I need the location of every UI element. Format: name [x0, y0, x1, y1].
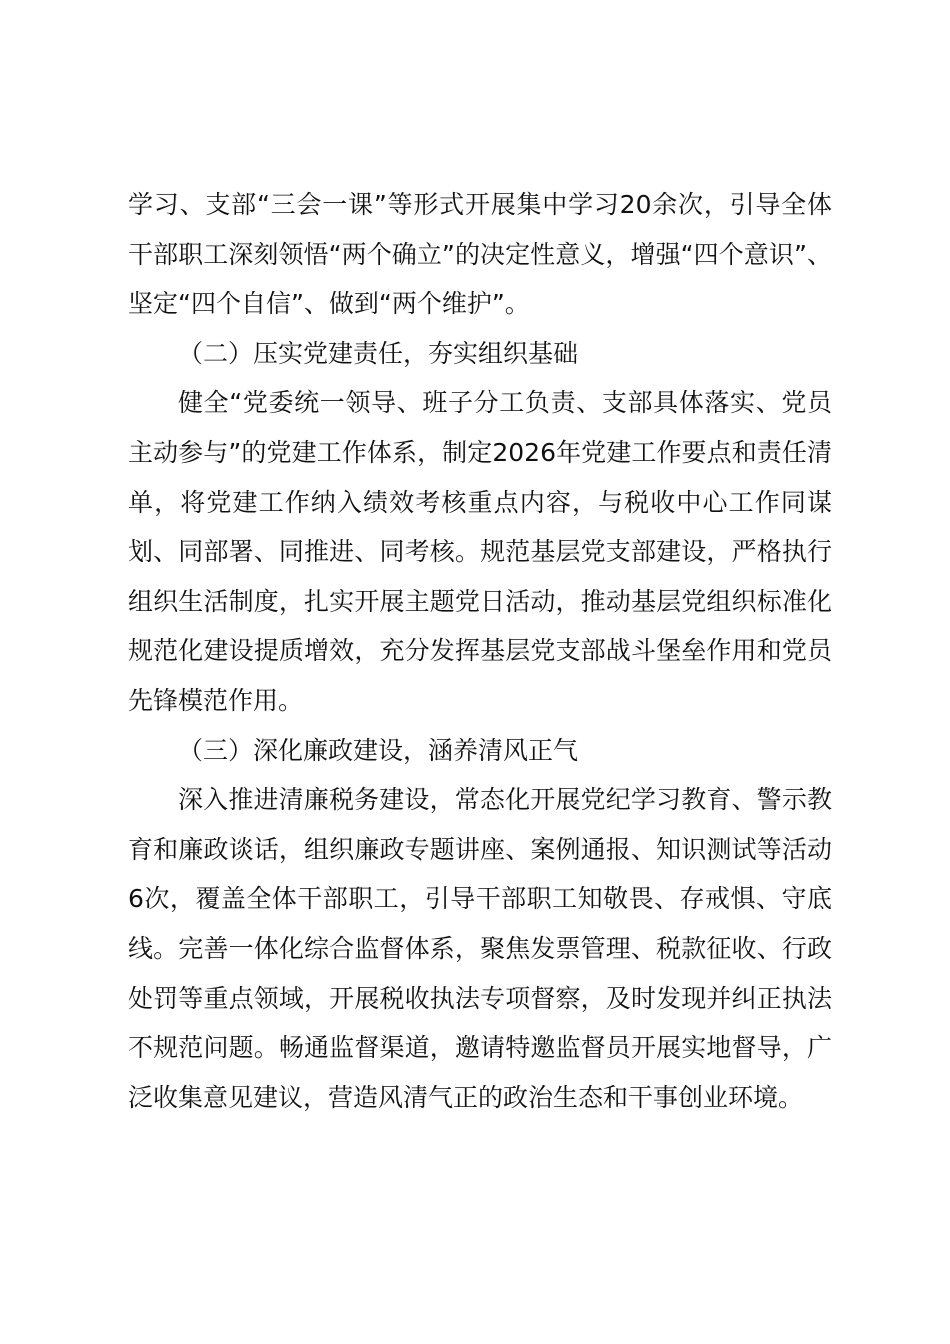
- section-heading-2: （二）压实党建责任，夯实组织基础: [178, 338, 579, 368]
- paragraph-study: 学习、支部“三会一课”等形式开展集中学习20余次，引导全体干部职工深刻领悟“两个确立”的决定性意义，增强“四个意识”、坚定“四个自信”、做到“两个维护”。: [128, 190, 832, 319]
- section-heading-3: （三）深化廉政建设，涵养清风正气: [178, 735, 579, 765]
- paragraph-party-building: 健全“党委统一领导、班子分工负责、支部具体落实、党员主动参与”的党建工作体系，制定2026年党建工作要点和责任清单，将党建工作纳入绩效考核重点内容，与税收中心工作同谋划、同部署、同推进、同考核。规范基层党支部建设，严格执行组织生活制度，扎实开展主题党日活动，推动基层党组织标准化规范化建设提质增效，充分发挥基层党支部战斗堡垒作用和党员先锋模范作用。: [128, 388, 832, 715]
- document-body: [128, 180, 832, 1122]
- paragraph-integrity: 深入推进清廉税务建设，常态化开展党纪学习教育、警示教育和廉政谈话，组织廉政专题讲座、案例通报、知识测试等活动6次，覆盖全体干部职工，引导干部职工知敬畏、存戒惧、守底线。完善一体化综合监督体系，聚焦发票管理、税款征收、行政处罚等重点领域，开展税收执法专项督察，及时发现并纠正执法不规范问题。畅通监督渠道，邀请特邀监督员开展实地督导，广泛收集意见建议，营造风清气正的政治生态和干事创业环境。: [128, 785, 832, 1112]
